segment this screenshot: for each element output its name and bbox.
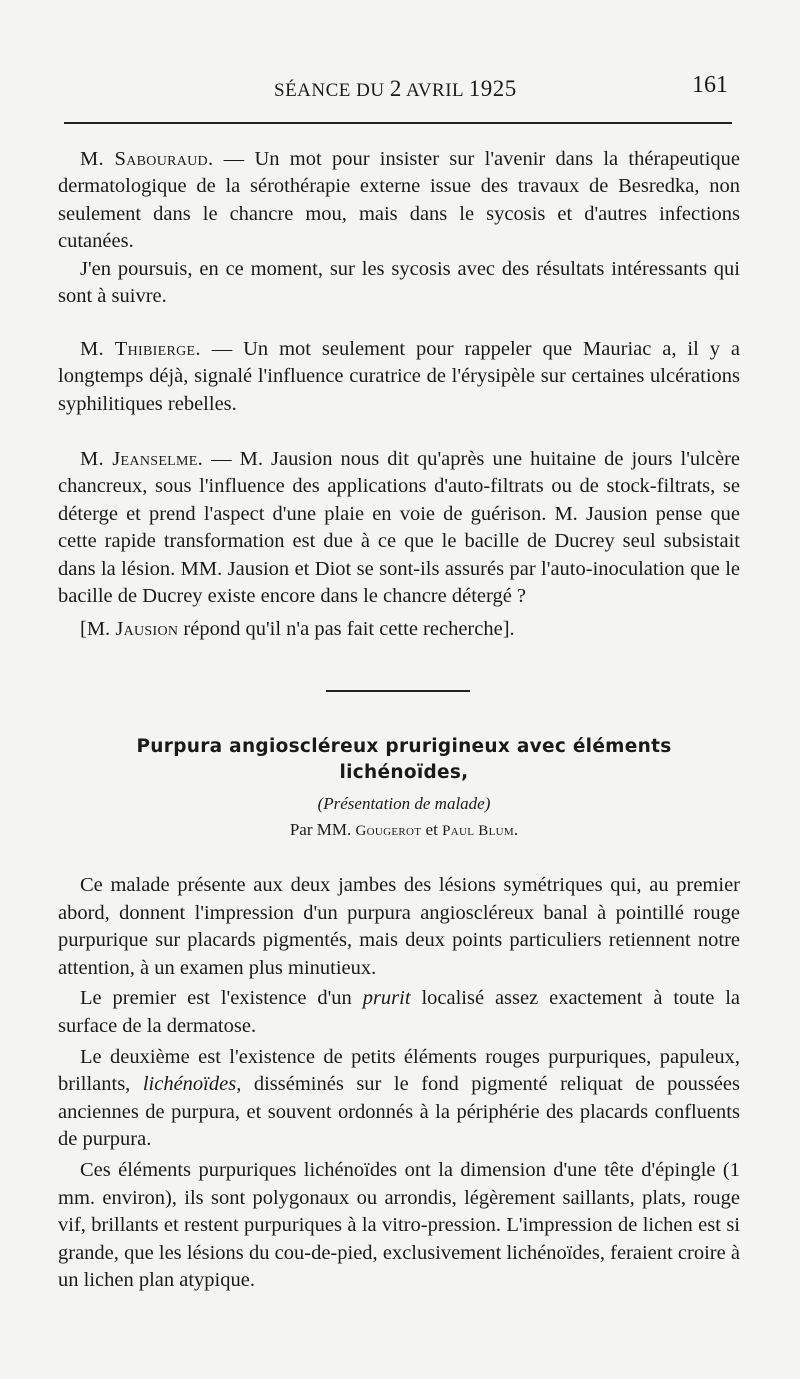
running-title <box>274 76 517 102</box>
authors-prefix: Par MM. <box>289 820 352 839</box>
thibierge-paragraph <box>58 336 740 418</box>
sabouraud-remark <box>58 146 740 310</box>
p2-text-a: Le premier est l'existence d'un <box>80 987 363 1010</box>
running-title-prefix: SÉANCE DU <box>274 80 385 101</box>
jeanselme-text: — M. Jausion nous dit qu'après une huitaine de jours l'ulcère chancreux, sous l'influence des applications d'auto-filtrats ou de stock-filtrats, se déterge et prend l'aspect d'une plaie en voie de guérison. M. Jausion pense que cette rapide transformation est due à ce que le bacille de Ducrey seul subsistait dans la lésion. MM. Jausion et Diot se sont-ils assurés par l'auto-inoculation que le bacille de Ducrey existe encore dans le chancre détergé ? <box>58 448 740 608</box>
authors-and: et <box>425 820 438 839</box>
author-paul-blum: Paul Blum <box>442 823 514 839</box>
reply-text: répond qu'il n'a pas fait cette recherche]. <box>178 618 515 641</box>
article-body <box>58 872 740 1295</box>
article-paragraph-4: Ces éléments purpuriques lichénoïdes ont la dimension d'une tête d'épingle (1 mm. environ), ils sont polygonaux ou arrondis, légèrement saillants, plats, rouge vif, brillants et restent purpuriques à la vitro-pression. L'impression de lichen est si grande, que les lésions du cou-de-pied, exclusivement lichénoïdes, feraient croire à un lichen plan atypique. <box>58 1158 740 1292</box>
p2-emphasis-prurit: prurit <box>362 987 411 1010</box>
jeanselme-paragraph <box>58 446 740 610</box>
sabouraud-paragraph <box>58 146 740 256</box>
article-paragraph-1: Ce malade présente aux deux jambes des lésions symétriques qui, au premier abord, donnent l'impression d'un purpura angioscléreux banal à pointillé rouge purpurique sur placards pigmentés, mais deux points particuliers retiennent notre attention, à un examen plus minutieux. <box>58 874 740 979</box>
thibierge-remark <box>58 336 740 418</box>
reply-speaker: Jausion <box>115 618 179 641</box>
article-title <box>58 734 750 786</box>
jeanselme-remark <box>58 446 740 644</box>
article-paragraph-2 <box>58 985 740 1040</box>
article-authors: Par MM. Gougerot et Paul Blum. <box>289 820 519 839</box>
header-rule <box>64 122 732 124</box>
section-separator <box>326 690 470 692</box>
page-number: 161 <box>692 72 728 98</box>
p3-emphasis-lichenoides: lichénoïdes <box>142 1073 237 1096</box>
article-title-line-2: lichénoïdes, <box>339 762 469 783</box>
article-paragraph-3 <box>58 1044 740 1154</box>
thibierge-text: — Un mot seulement pour rappeler que Mauriac a, il y a longtemps déjà, signalé l'influence curatrice de l'érysipèle sur certaines ulcérations syphilitiques rebelles. <box>58 338 740 415</box>
author-gougerot: Gougerot <box>355 823 422 839</box>
speaker-thibierge: M. Thibierge. <box>80 338 201 360</box>
article-title-line-1: Purpura angioscléreux prurigineux avec éléments <box>136 736 672 757</box>
article-subtitle: (Présentation de malade) <box>317 794 491 813</box>
running-title-year: 1925 <box>468 76 517 101</box>
running-title-month: AVRIL <box>406 80 464 101</box>
speaker-jeanselme: M. Jeanselme. <box>80 448 204 470</box>
jausion-reply <box>58 616 740 643</box>
running-title-day: 2 <box>389 76 402 101</box>
p2-text-b: localisé assez exactement à toute la surface de la dermatose. <box>58 987 741 1037</box>
sabouraud-paragraph-2: J'en poursuis, en ce moment, sur les sycosis avec des résultats intéressants qui sont à suivre. <box>58 257 740 308</box>
reply-open: [M. <box>80 618 116 641</box>
p3-text-b: , disséminés sur le fond pigmenté reliquat de poussées anciennes de purpura, et souvent ordonnés à la périphérie des placards confluents de purpura. <box>58 1073 740 1151</box>
running-header <box>64 72 732 108</box>
speaker-sabouraud: M. Sabouraud. <box>80 148 214 170</box>
p3-text-a: Le deuxième est l'existence de petits éléments rouges purpuriques, papuleux, brillants, <box>58 1045 740 1096</box>
sabouraud-text: — Un mot pour insister sur l'avenir dans la thérapeutique dermatologique de la sérothérapie externe issue des travaux de Besredka, non seulement dans le chancre mou, mais dans le sycosis et d'autres infections cutanées. <box>58 148 740 253</box>
